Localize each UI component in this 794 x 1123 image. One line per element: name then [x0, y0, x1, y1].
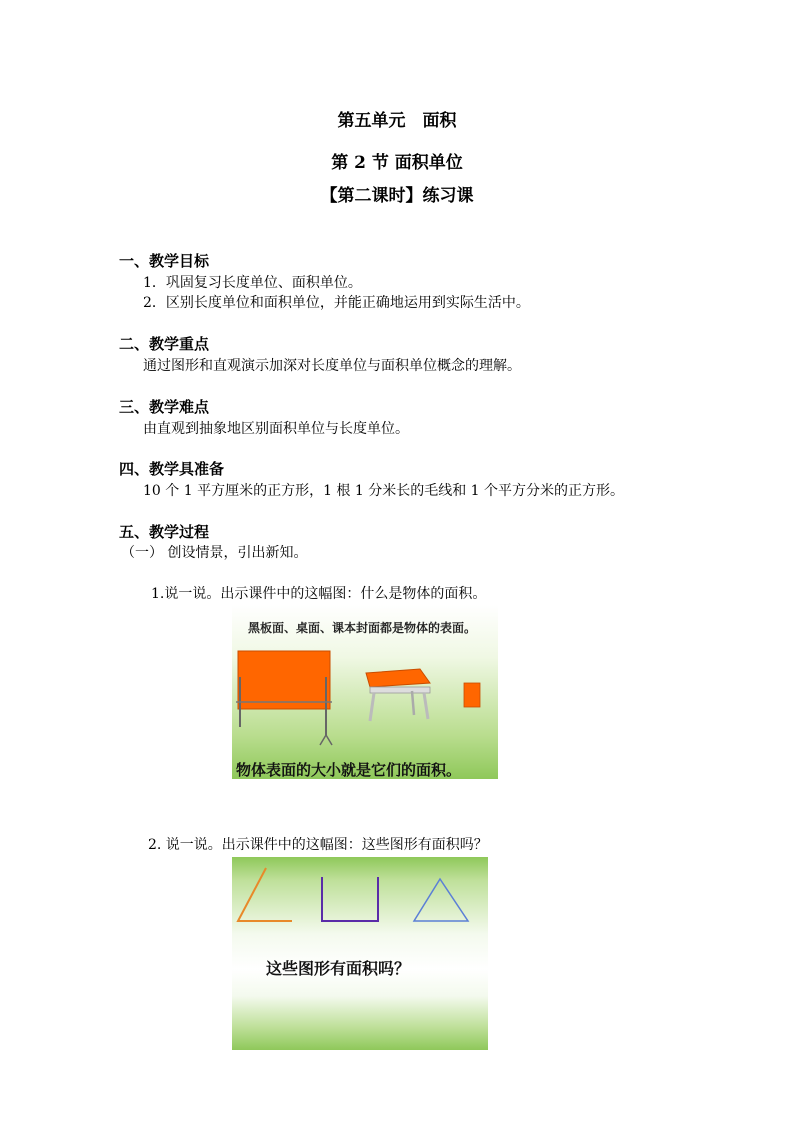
materials-text: 10 个 1 平方厘米的正方形，1 根 1 分米长的毛线和 1 个平方分米的正方形。 [143, 483, 625, 499]
difficulties-heading: 三、教学难点 [119, 398, 210, 416]
figure1-top-caption: 黑板面、桌面、课本封面都是物体的表面。 [248, 621, 477, 635]
figure2-shapes [232, 857, 488, 1050]
difficulties-text: 由直观到抽象地区别面积单位与长度单位。 [143, 421, 409, 437]
open-square-shape [322, 877, 378, 921]
materials-heading: 四、教学具准备 [119, 460, 225, 478]
key-points-heading: 二、教学重点 [119, 335, 210, 353]
unit-title: 第五单元 面积 [337, 111, 457, 131]
figure1-illustrations [232, 605, 498, 779]
process-item: 1.说一说。出示课件中的这幅图：什么是物体的面积。 [151, 586, 487, 602]
key-points-text: 通过图形和直观演示加深对长度单位与面积单位概念的理解。 [143, 358, 521, 374]
figure2-caption: 这些图形有面积吗？ [266, 959, 411, 978]
process-heading: 五、教学过程 [119, 523, 210, 541]
angle-shape [238, 868, 292, 921]
process-item: 2. 说一说。出示课件中的这幅图：这些图形有面积吗？ [148, 837, 488, 853]
table-icon [366, 669, 430, 721]
book-cover-icon [464, 683, 480, 707]
lesson-title: 【第二课时】练习课 [320, 186, 474, 206]
figure1-bottom-caption: 物体表面的大小就是它们的面积。 [236, 761, 462, 779]
goal-item: 1．巩固复习长度单位、面积单位。 [143, 275, 362, 291]
figure-shapes-question [232, 857, 488, 1050]
process-step: （一） 创设情景，引出新知。 [121, 545, 308, 561]
goals-heading: 一、教学目标 [119, 252, 210, 270]
blackboard-icon [236, 651, 332, 745]
goal-item: 2．区别长度单位和面积单位，并能正确地运用到实际生活中。 [143, 295, 530, 311]
figure-object-surfaces [232, 605, 498, 779]
section-title: 第 2 节 面积单位 [331, 153, 463, 173]
triangle-shape [414, 879, 468, 921]
